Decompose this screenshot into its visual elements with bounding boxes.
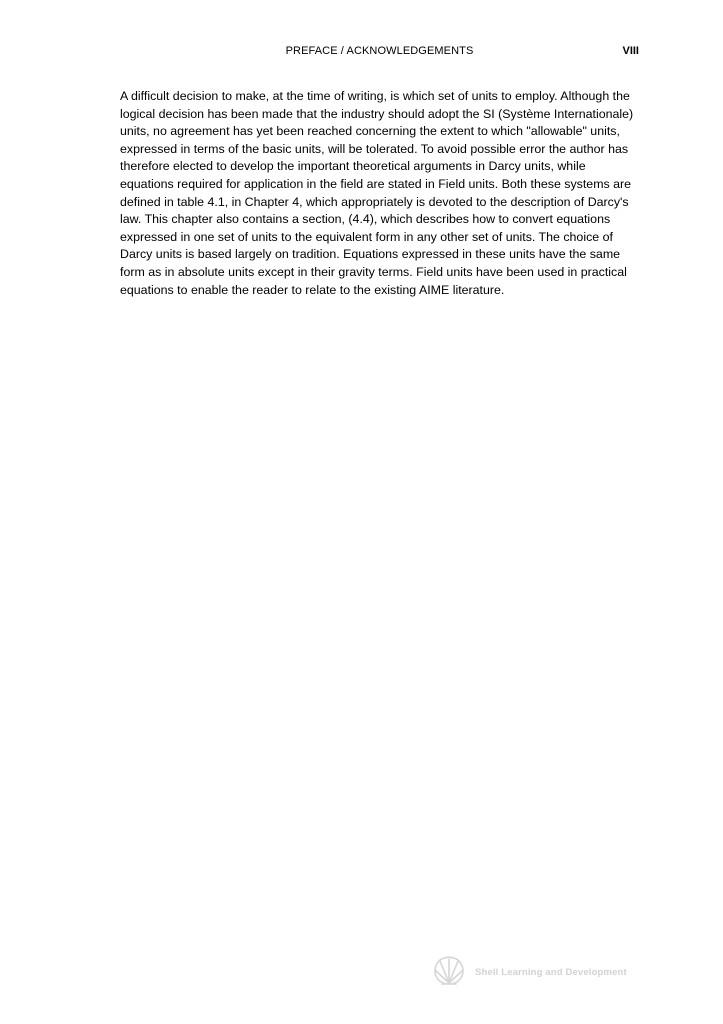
footer-text: Shell Learning and Development bbox=[475, 967, 627, 978]
page-number: VIII bbox=[622, 45, 639, 57]
header-title: PREFACE / ACKNOWLEDGEMENTS bbox=[285, 45, 474, 57]
body-paragraph: A difficult decision to make, at the time of writing, is which set of units to employ. Although the logical decision has been made that the industry should adopt the SI (Système Internationale) units, no agreement has yet been reached concerning the extent to which "allowable" units, expressed in terms of the basic units, will be tolerated. To avoid possible error the author has therefore elected to develop the important theoretical arguments in Darcy units, while equations required for application in the field are stated in Field units. Both these systems are defined in table 4.1, in Chapter 4, which appropriately is devoted to the description of Darcy's law. This chapter also contains a section, (4.4), which describes how to convert equations expressed in one set of units to the equivalent form in any other set of units. The choice of Darcy units is based largely on tradition. Equations expressed in these units have the same form as in absolute units except in their gravity terms. Field units have been used in practical equations to enable the reader to relate to the existing AIME literature. bbox=[120, 89, 634, 297]
shell-logo-icon bbox=[432, 955, 466, 987]
page-header bbox=[120, 45, 639, 61]
